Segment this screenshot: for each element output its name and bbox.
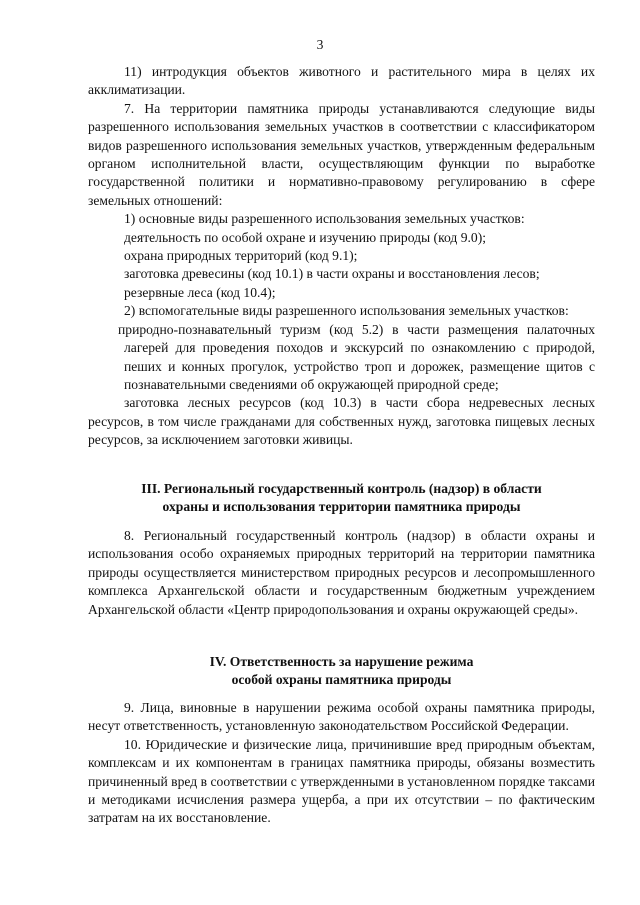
auxiliary-uses-heading: 2) вспомогательные виды разрешенного использования земельных участков: xyxy=(124,303,569,319)
section-4-title-line2: особой охраны памятника природы xyxy=(231,672,452,688)
primary-uses-heading: 1) основные виды разрешенного использования земельных участков: xyxy=(124,211,525,227)
paragraph-8: 8. Региональный государственный контроль (надзор) в области охраны и использования особо охраняемых природных территорий на территории памятника природы осуществляется министерством природных ресурсов и лесопромышленного комплекса Архангельской области и государственным бюджетным учреждением Архангельской области «Центр природопользования и охраны окружающей среды». xyxy=(88,528,595,617)
land-use-block xyxy=(88,63,595,450)
page-number: 3 xyxy=(316,37,324,52)
primary-use-item: резервные леса (код 10.4); xyxy=(124,284,276,300)
section-4-heading xyxy=(88,653,595,690)
section-4-title-line1: IV. Ответственность за нарушение режима xyxy=(209,654,474,669)
section-3-title-line1: III. Региональный государственный контроль (надзор) в области xyxy=(141,481,542,496)
primary-use-item: деятельность по особой охране и изучению природы (код 9.0); xyxy=(124,229,487,245)
section-3-title-line2: охраны и использования территории памятника природы xyxy=(162,499,521,515)
auxiliary-use-item: природно-познавательный туризм (код 5.2) в части размещения палаточных лагерей для проведения походов и экскурсий по ознакомлению с природой, пеших и конных прогулок, устройство троп и дорожек, размещение щитов с познавательными сведениями об окружающей природной среде; xyxy=(118,321,595,392)
paragraph-item-11: 11) интродукция объектов животного и растительного мира в целях их акклиматизации. xyxy=(88,64,595,98)
auxiliary-use-item: заготовка лесных ресурсов (код 10.3) в части сбора недревесных лесных ресурсов, в том числе гражданами для собственных нужд, заготовка пищевых лесных ресурсов, за исключением заготовки живицы. xyxy=(88,395,595,448)
section-4-body xyxy=(88,699,595,828)
paragraph-7: 7. На территории памятника природы устанавливаются следующие виды разрешенного использования земельных участков в соответствии с классификатором видов разрешенного использования земельных участков, утвержденным федеральным органом исполнительной власти, осуществляющим функции по выработке государственной политики и нормативно-правовому регулированию в сфере земельных отношений: xyxy=(88,100,595,208)
paragraph-9: 9. Лица, виновные в нарушении режима особой охраны памятника природы, несут ответственность, установленную законодательством Российской Федерации. xyxy=(88,700,595,734)
primary-use-item: охрана природных территорий (код 9.1); xyxy=(124,248,358,264)
paragraph-10: 10. Юридические и физические лица, причинившие вред природным объектам, комплексам и их компонентам в границах памятника природы, обязаны возместить причиненный вред в соответствии с утвержденными в установленном порядке таксами и методиками исчисления размера ущерба, а при их отсутствии – по фактическим затратам на их восстановление. xyxy=(88,736,595,826)
section-3-body xyxy=(88,527,595,619)
section-3-heading xyxy=(88,480,595,517)
primary-use-item: заготовка древесины (код 10.1) в части охраны и восстановления лесов; xyxy=(124,266,540,282)
